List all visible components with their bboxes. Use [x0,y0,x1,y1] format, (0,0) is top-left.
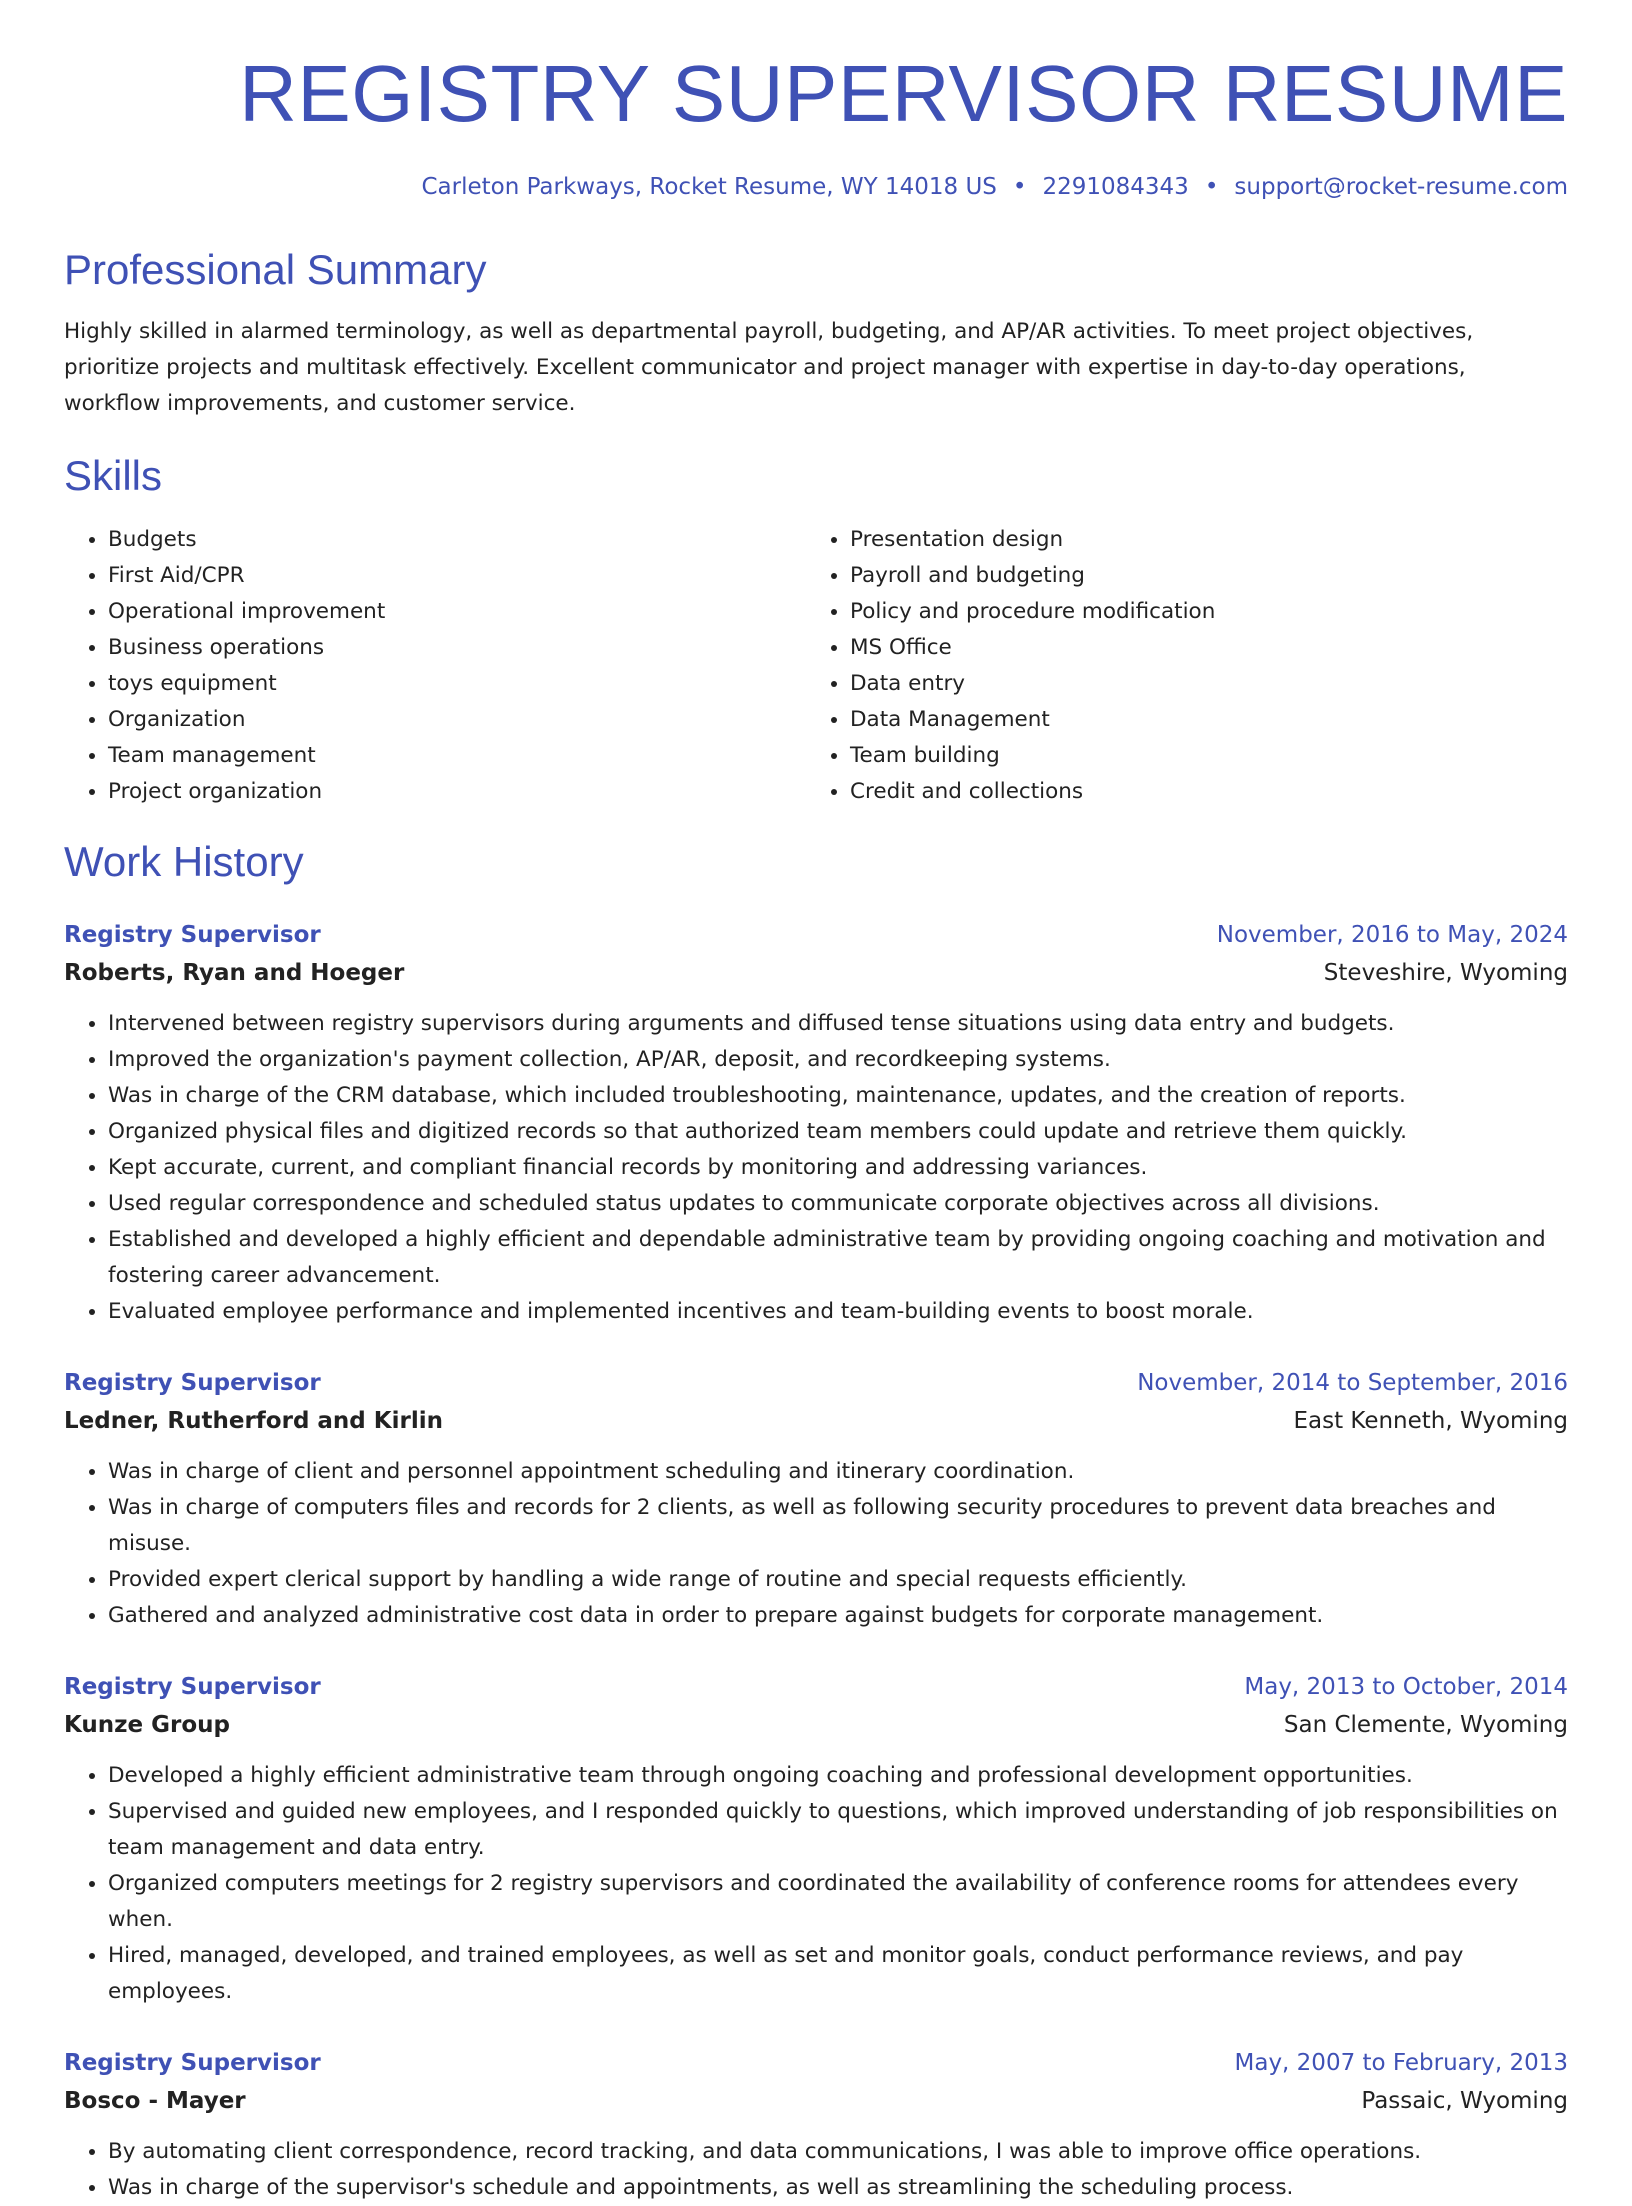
job-bullet: • Used regular correspondence and scheduled status updates to communicate corporate objectives across all divisions. [108,1186,1568,1222]
job-bullet: • Hired, managed, developed, and trained employees, as well as set and monitor goals, conduct performance reviews, and pay employees. [108,1938,1568,2010]
skill-item: • Team building [850,738,1568,774]
contact-email: support@rocket-resume.com [1234,174,1568,200]
skills-list-left [64,522,806,810]
contact-separator: • [1012,174,1027,200]
skill-item: • Organization [108,702,806,738]
skill-item: • Budgets [108,522,806,558]
job-bullet: • Provided expert clerical support by handling a wide range of routine and special requests efficiently. [108,1562,1568,1598]
job-company-row [64,954,1568,992]
summary-text: Highly skilled in alarmed terminology, as well as departmental payroll, budgeting, and AP/AR activities. To meet project objectives, prioritize projects and multitask effectively. Excellent communicator and project manager with expertise in day-to-day operations, workflow improvements, and customer service. [64,319,1474,416]
skill-item: • MS Office [850,630,1568,666]
skill-item: • Business operations [108,630,806,666]
job-bullets [64,1454,1568,1634]
job-title: Registry Supervisor [64,922,321,948]
job-bullet: • Was in charge of the supervisor's schedule and appointments, as well as streamlining the scheduling process. [108,2170,1568,2206]
skill-item: • Payroll and budgeting [850,558,1568,594]
job-bullets [64,1006,1568,1330]
job-location: East Kenneth, Wyoming [1293,1408,1568,1434]
skill-item: • Project organization [108,774,806,810]
job-title: Registry Supervisor [64,1674,321,1700]
job-bullet: • Improved the organization's payment collection, AP/AR, deposit, and recordkeeping systems. [108,1042,1568,1078]
skill-item: • Data entry [850,666,1568,702]
contact-address: Carleton Parkways, Rocket Resume, WY 14018 US [421,174,997,200]
job-bullet: • By automating client correspondence, record tracking, and data communications, I was able to improve office operations. [108,2134,1568,2170]
job-bullet: • Intervened between registry supervisors during arguments and diffused tense situations using data entry and budgets. [108,1006,1568,1042]
job-dates: May, 2013 to October, 2014 [1244,1674,1568,1700]
job-bullet: • Evaluated employee performance and implemented incentives and team-building events to boost morale. [108,1294,1568,1330]
job-entry [64,916,1568,1330]
section-heading: Professional Summary [64,246,487,293]
job-bullet: • Established and developed a highly efficient and dependable administrative team by providing ongoing coaching and motivation and fostering career advancement. [108,1222,1568,1294]
job-bullets [64,2134,1568,2206]
contact-phone: 2291084343 [1042,174,1189,200]
job-dates: November, 2014 to September, 2016 [1137,1370,1568,1396]
job-bullet: • Was in charge of computers files and records for 2 clients, as well as following security procedures to prevent data breaches and misuse. [108,1490,1568,1562]
contact-line [64,174,1568,200]
job-company: Ledner, Rutherford and Kirlin [64,1408,443,1434]
job-bullet: • Was in charge of the CRM database, which included troubleshooting, maintenance, updates, and the creation of reports. [108,1078,1568,1114]
skill-item: • Data Management [850,702,1568,738]
contact-separator: • [1204,174,1219,200]
job-company-row [64,1402,1568,1440]
job-bullet: • Supervised and guided new employees, and I responded quickly to questions, which improved understanding of job responsibilities on team management and data entry. [108,1794,1568,1866]
job-header-row [64,916,1568,954]
section-heading: Skills [64,452,163,499]
job-company-row [64,2082,1568,2120]
skill-item: • First Aid/CPR [108,558,806,594]
skill-item: • toys equipment [108,666,806,702]
resume-title: REGISTRY SUPERVISOR RESUME [239,49,1568,138]
skills-section [64,452,1568,810]
skills-list-right [806,522,1568,810]
job-entry [64,2044,1568,2206]
job-location: San Clemente, Wyoming [1283,1712,1568,1738]
job-bullet: • Gathered and analyzed administrative cost data in order to prepare against budgets for corporate management. [108,1598,1568,1634]
job-dates: May, 2007 to February, 2013 [1234,2050,1568,2076]
job-entry [64,1364,1568,1634]
job-title: Registry Supervisor [64,2050,321,2076]
skill-item: • Policy and procedure modification [850,594,1568,630]
work-history-section [64,838,1568,2206]
job-entry [64,1668,1568,2010]
job-bullet: • Organized computers meetings for 2 registry supervisors and coordinated the availability of conference rooms for attendees every when. [108,1866,1568,1938]
job-bullet: • Developed a highly efficient administrative team through ongoing coaching and professional development opportunities. [108,1758,1568,1794]
section-heading: Work History [64,838,304,885]
job-bullet: • Was in charge of client and personnel appointment scheduling and itinerary coordination. [108,1454,1568,1490]
skill-item: • Credit and collections [850,774,1568,810]
job-header-row [64,1364,1568,1402]
job-company: Roberts, Ryan and Hoeger [64,960,405,986]
job-company-row [64,1706,1568,1744]
skill-item: • Operational improvement [108,594,806,630]
job-company: Bosco - Mayer [64,2088,246,2114]
job-location: Steveshire, Wyoming [1323,960,1568,986]
job-bullet: • Kept accurate, current, and compliant financial records by monitoring and addressing variances. [108,1150,1568,1186]
job-bullets [64,1758,1568,2010]
job-header-row [64,2044,1568,2082]
job-dates: November, 2016 to May, 2024 [1216,922,1568,948]
skills-grid [64,522,1568,810]
job-company: Kunze Group [64,1712,231,1738]
job-bullet: • Organized physical files and digitized records so that authorized team members could update and retrieve them quickly. [108,1114,1568,1150]
skill-item: • Presentation design [850,522,1568,558]
job-location: Passaic, Wyoming [1361,2088,1568,2114]
skill-item: • Team management [108,738,806,774]
job-header-row [64,1668,1568,1706]
professional-summary-section [64,246,1568,422]
job-title: Registry Supervisor [64,1370,321,1396]
